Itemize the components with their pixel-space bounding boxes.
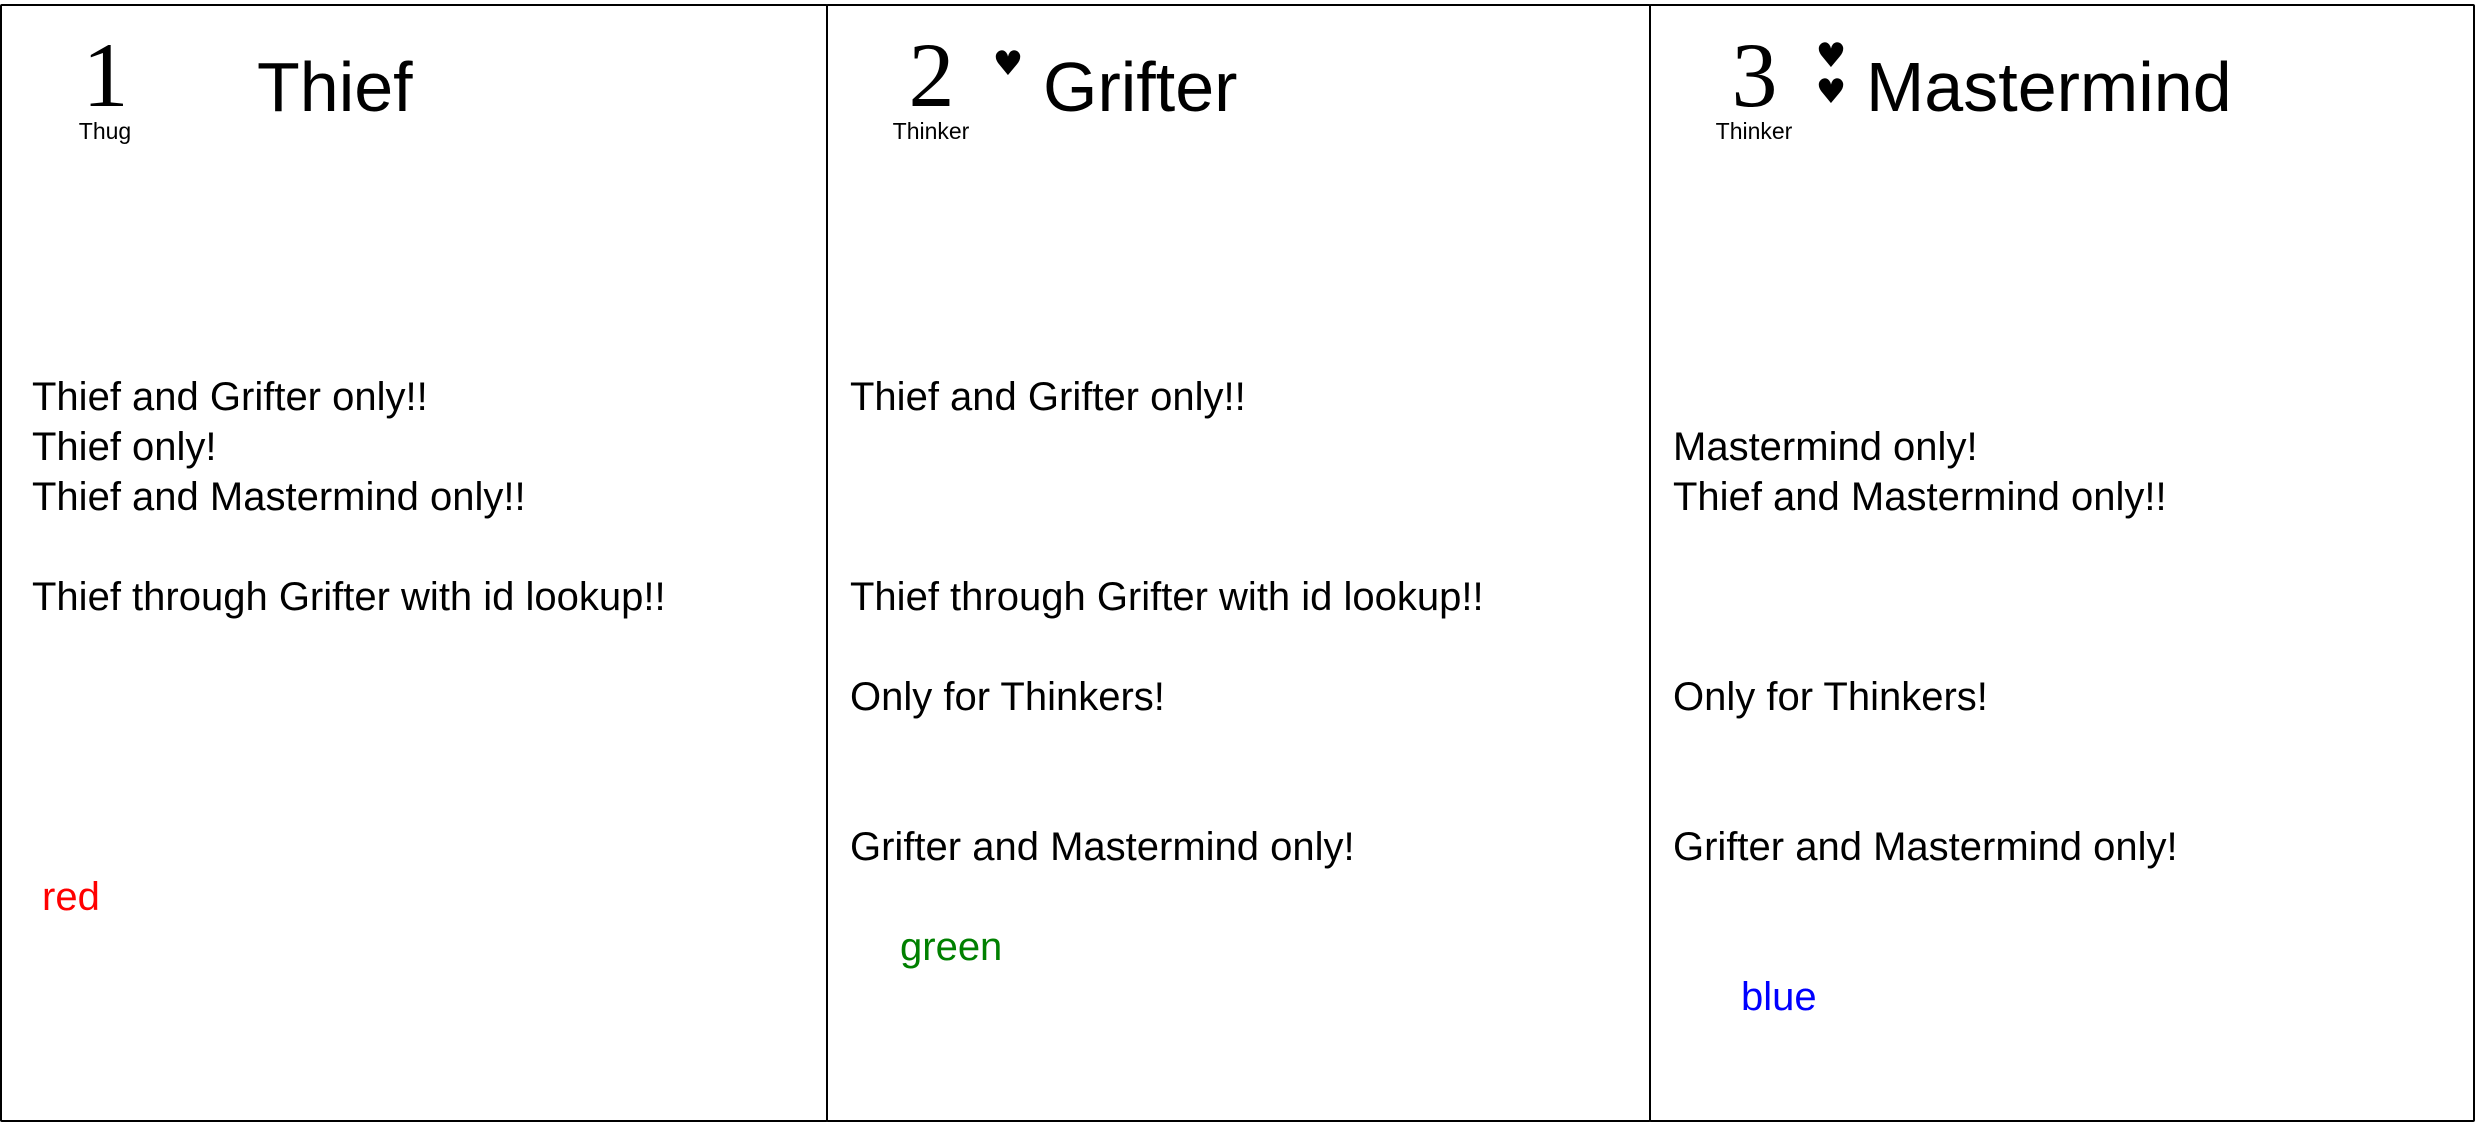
body-line: Grifter and Mastermind only! — [850, 825, 1355, 869]
heart-icon-group — [1801, 38, 1861, 110]
heart-icon: ♥ — [1815, 36, 1847, 76]
accent-label: red — [42, 875, 100, 919]
card-grifter[interactable] — [826, 4, 1651, 1122]
rank-number: 1 — [82, 24, 128, 126]
accent-label: green — [900, 925, 1003, 969]
body-line: Thief and Grifter only!! — [850, 375, 1246, 419]
card-header — [828, 6, 1649, 176]
rank-block — [1699, 24, 1809, 144]
body-line: Thief through Grifter with id lookup!! — [850, 575, 1484, 619]
heart-icon-group — [978, 46, 1038, 82]
card-thief[interactable] — [0, 4, 828, 1122]
body-line: Grifter and Mastermind only! — [1673, 825, 2178, 869]
rank-role: Thinker — [892, 118, 970, 144]
rank-number: 3 — [1731, 24, 1777, 126]
card-header — [2, 6, 826, 176]
body-line: Thief only! — [32, 425, 217, 469]
rank-block — [876, 24, 986, 144]
card-header — [1651, 6, 2473, 176]
body-line: Thief and Mastermind only!! — [1673, 475, 2167, 519]
card-title: Thief — [257, 48, 413, 126]
body-line: Thief and Grifter only!! — [32, 375, 428, 419]
rank-role: Thug — [78, 118, 132, 144]
rank-number: 2 — [908, 24, 954, 126]
rank-role: Thinker — [1715, 118, 1793, 144]
body-line: Only for Thinkers! — [1673, 675, 1988, 719]
body-line: Thief through Grifter with id lookup!! — [32, 575, 666, 619]
body-line: Mastermind only! — [1673, 425, 1978, 469]
heart-icon: ♥ — [992, 44, 1024, 84]
card-title: Grifter — [1043, 48, 1238, 126]
rank-block — [50, 24, 160, 144]
body-line: Only for Thinkers! — [850, 675, 1165, 719]
card-mastermind[interactable] — [1649, 4, 2475, 1122]
body-line: Thief and Mastermind only!! — [32, 475, 526, 519]
accent-label: blue — [1741, 975, 1817, 1019]
heart-icon: ♥ — [1815, 72, 1847, 112]
card-title: Mastermind — [1866, 48, 2232, 126]
